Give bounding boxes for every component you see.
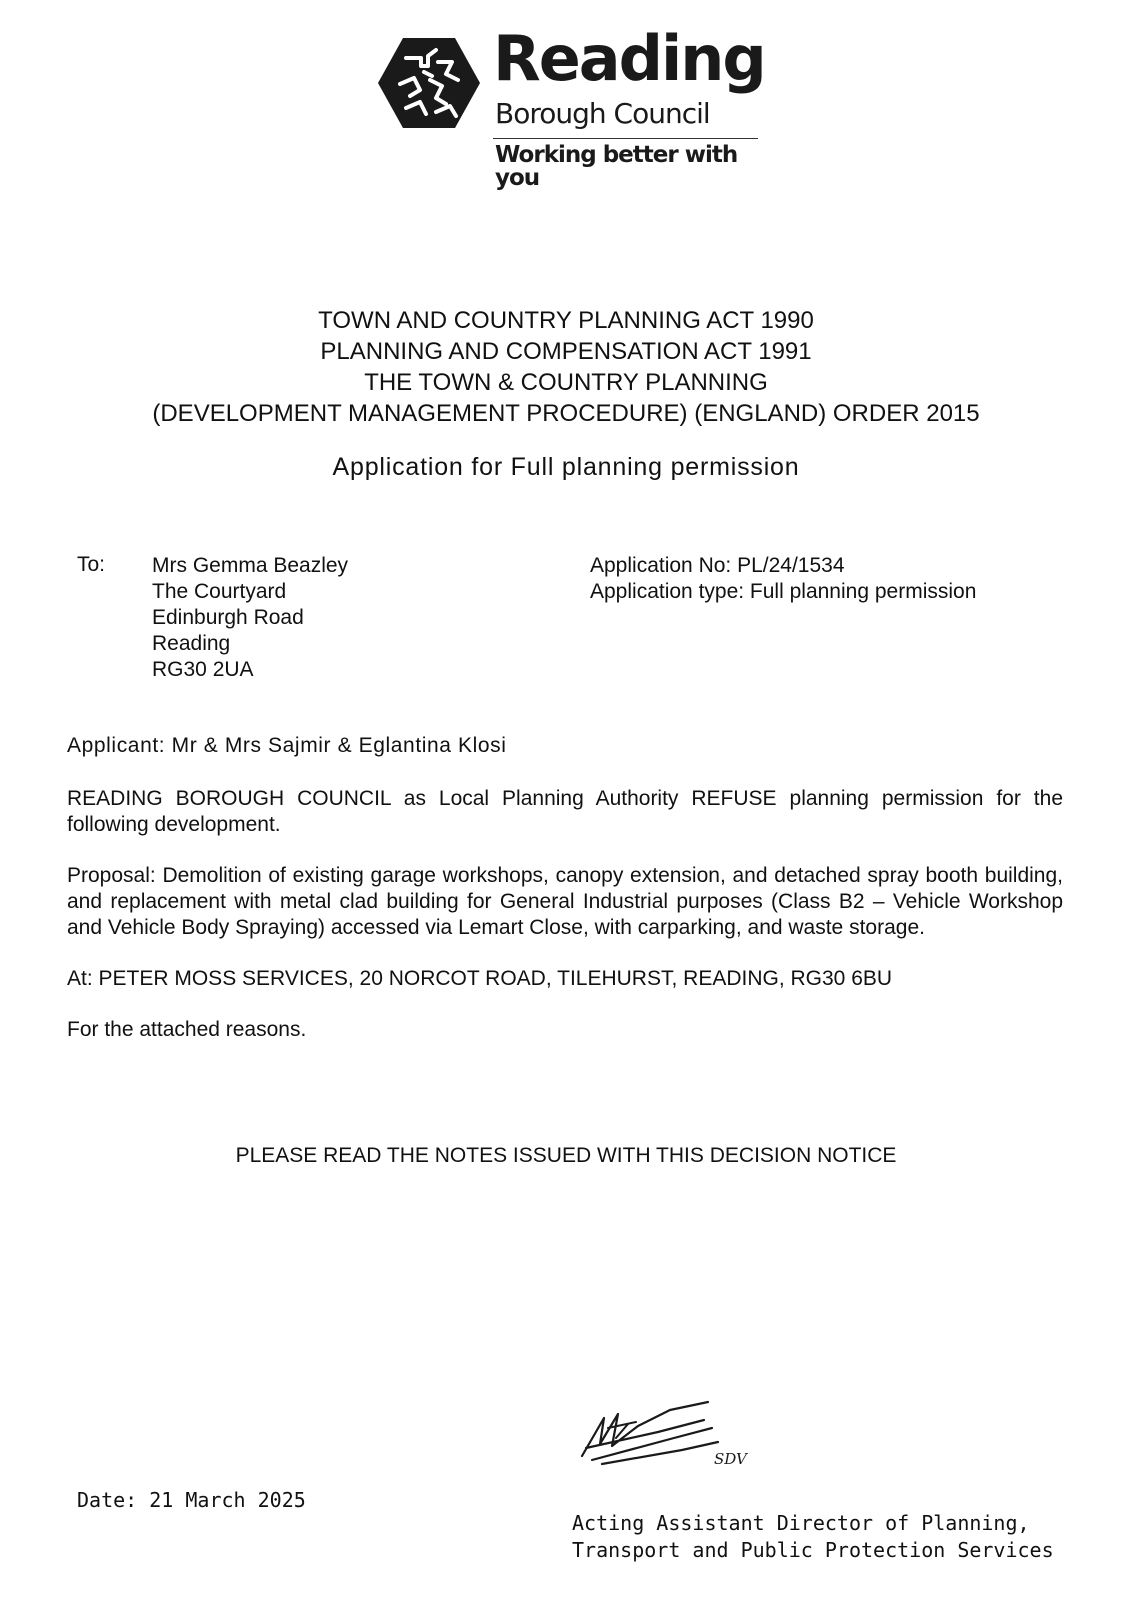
address-line: Edinburgh Road <box>152 606 304 629</box>
proposal-text: Proposal: Demolition of existing garage workshops, canopy extension, and detached spray booth building, and replacement with metal clad building for General Industrial purposes (Class B2 – Vehicle Workshop and Vehicle Body Spraying) accessed via Lemart Close, with carparking, and waste storage. <box>67 864 1063 939</box>
logo-divider <box>493 138 758 139</box>
logo-subtitle: Borough Council <box>495 97 710 130</box>
recipient-address <box>152 553 348 683</box>
decision-body <box>67 733 1063 1068</box>
address-line: RG30 2UA <box>152 658 254 681</box>
signature <box>578 1398 768 1488</box>
application-heading: Application for Full planning permission <box>332 453 800 481</box>
address-line: The Courtyard <box>152 580 287 603</box>
recipient-label: To: <box>77 553 106 576</box>
decision-statement: READING BOROUGH COUNCIL as Local Planning Authority REFUSE planning permission for the following development. <box>67 787 1063 836</box>
address-line: Reading <box>152 632 231 655</box>
application-type: Application type: Full planning permission <box>590 580 977 603</box>
application-number: Application No: PL/24/1534 <box>590 554 845 577</box>
decision-date: Date: 21 March 2025 <box>77 1488 306 1512</box>
signatory-title <box>572 1510 1054 1564</box>
legislation-heading <box>60 305 1072 429</box>
act-line: THE TOWN & COUNTRY PLANNING <box>364 369 768 396</box>
act-line: PLANNING AND COMPENSATION ACT 1991 <box>320 338 812 365</box>
logo-wordmark: Reading <box>493 22 765 95</box>
signatory-line: Transport and Public Protection Services <box>572 1538 1054 1562</box>
council-emblem-icon <box>376 36 482 130</box>
decision-notice-banner: PLEASE READ THE NOTES ISSUED WITH THIS DECISION NOTICE <box>235 1144 897 1167</box>
act-line: (DEVELOPMENT MANAGEMENT PROCEDURE) (ENGLAND) ORDER 2015 <box>152 400 980 427</box>
site-address: At: PETER MOSS SERVICES, 20 NORCOT ROAD, TILEHURST, READING, RG30 6BU <box>67 967 893 990</box>
signature-initials: SDV <box>714 1450 747 1468</box>
applicant-line: Applicant: Mr & Mrs Sajmir & Eglantina Klosi <box>67 734 507 757</box>
logo-tagline: Working better with you <box>495 142 738 191</box>
council-logo <box>376 22 765 191</box>
address-line: Mrs Gemma Beazley <box>152 554 349 577</box>
signatory-line: Acting Assistant Director of Planning, <box>572 1511 1030 1535</box>
reasons-text: For the attached reasons. <box>67 1018 307 1041</box>
act-line: TOWN AND COUNTRY PLANNING ACT 1990 <box>318 307 814 334</box>
application-info <box>590 553 976 605</box>
